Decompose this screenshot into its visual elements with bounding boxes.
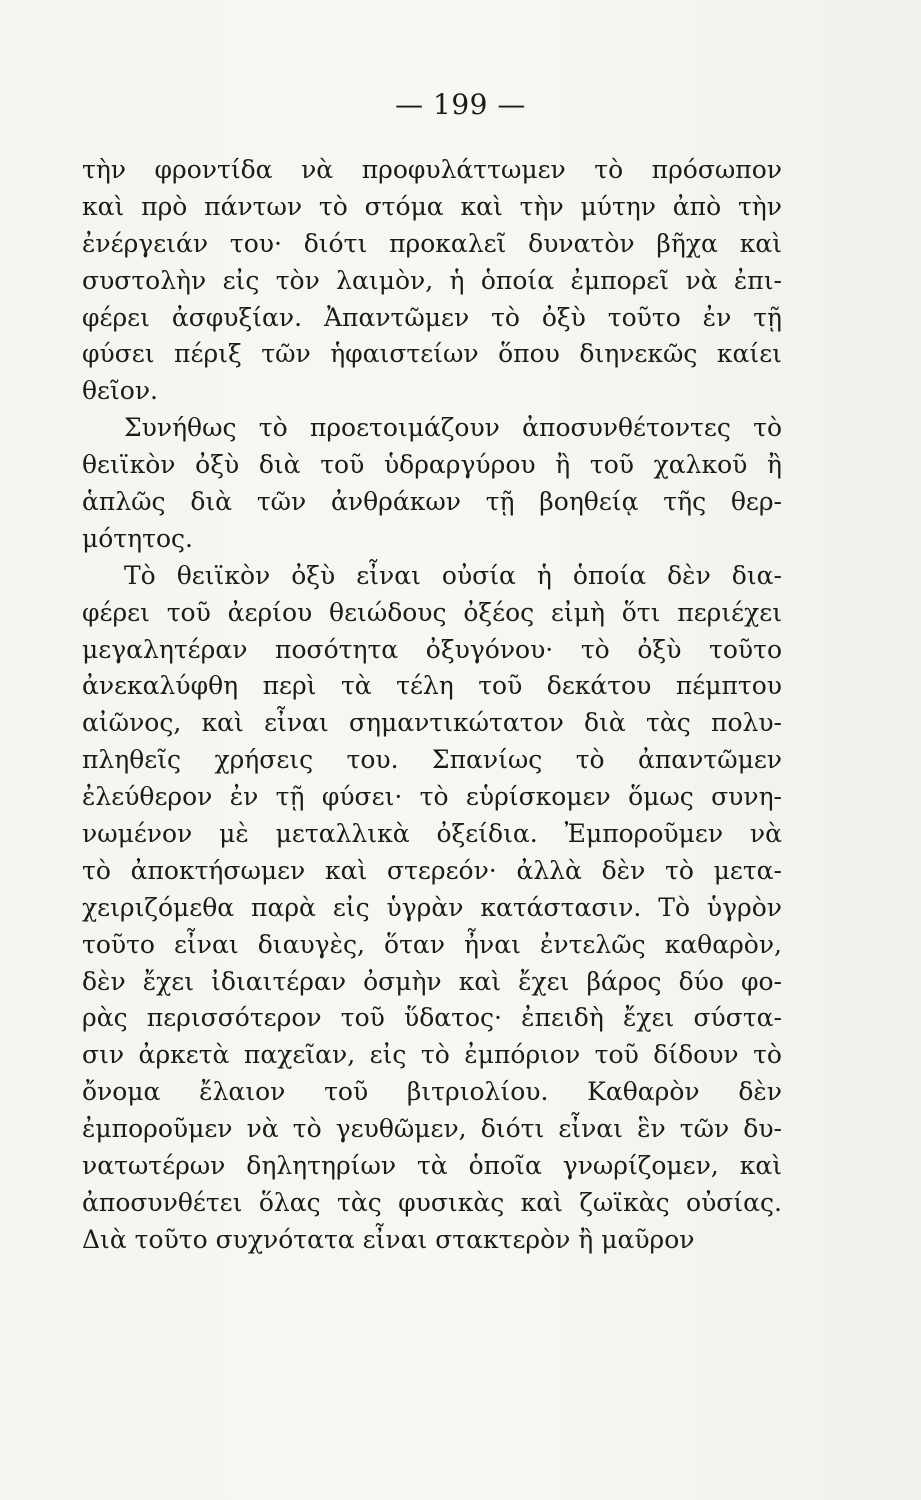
text-line: πληθεῖς χρήσεις του. Σπανίως τὸ ἀπαντῶμεν [82,745,782,775]
text-line: Τὸ θειϊκὸν ὀξὺ εἶναι οὐσία ἡ ὁποία δὲν δια- [124,560,782,590]
body-text [82,152,782,1259]
text-line: φέρει ἀσφυξίαν. Ἀπαντῶμεν τὸ ὀξὺ τοῦτο ἐν τῇ [82,302,782,332]
text-line: ἁπλῶς διὰ τῶν ἀνθράκων τῇ βοηθείᾳ τῆς θερ- [82,487,782,517]
text-line: Διὰ τοῦτο συχνότατα εἶναι στακτερὸν ἢ μαῦρον [82,1224,695,1254]
text-line: τὴν φροντίδα νὰ προφυλάττωμεν τὸ πρόσωπον [82,155,782,184]
text-line: ἐλεύθερον ἐν τῇ φύσει· τὸ εὑρίσκομεν ὅμως συνη- [82,782,782,812]
text-line: ὄνομα ἔλαιον τοῦ βιτριολίου. Καθαρὸν δὲν [82,1077,782,1107]
text-line: ἐνέργειάν του· διότι προκαλεῖ δυνατὸν βῆχα καὶ [82,228,782,258]
text-line: ρὰς περισσότερον τοῦ ὕδατος· ἐπειδὴ ἔχει σύστα- [82,1003,782,1033]
text-line: δὲν ἔχει ἰδιαιτέραν ὀσμὴν καὶ ἔχει βάρος δύο φο- [82,966,782,996]
text-line: νατωτέρων δηλητηρίων τὰ ὁποῖα γνωρίζομεν, καὶ [82,1151,782,1181]
text-line: θεῖον. [82,376,159,406]
text-line: φύσει πέριξ τῶν ἡφαιστείων ὅπου διηνεκῶς καίει [82,339,782,369]
text-line: καὶ πρὸ πάντων τὸ στόμα καὶ τὴν μύτην ἀπὸ τὴν [82,191,782,221]
text-line: Συνήθως τὸ προετοιμάζουν ἀποσυνθέτοντες τὸ [124,413,782,443]
text-line: αἰῶνος, καὶ εἶναι σημαντικώτατον διὰ τὰς πολυ- [82,708,782,738]
text-line: ἀνεκαλύφθη περὶ τὰ τέλη τοῦ δεκάτου πέμπτου [82,671,782,701]
text-line: νωμένον μὲ μεταλλικὰ ὀξείδια. Ἐμποροῦμεν νὰ [82,819,782,849]
text-line: συστολὴν εἰς τὸν λαιμὸν, ἡ ὁποία ἐμπορεῖ νὰ ἐπι- [82,265,782,295]
text-line: χειριζόμεθα παρὰ εἰς ὑγρὰν κατάστασιν. Τὸ ὑγρὸν [82,892,782,922]
page-number: — 199 — [395,88,526,121]
text-line: φέρει τοῦ ἀερίου θειώδους ὀξέος εἰμὴ ὅτι περιέχει [82,597,782,627]
text-line: σιν ἀρκετὰ παχεῖαν, εἰς τὸ ἐμπόριον τοῦ δίδουν τὸ [82,1040,782,1070]
text-line: ἐμποροῦμεν νὰ τὸ γευθῶμεν, διότι εἶναι ἓν τῶν δυ- [82,1114,782,1144]
text-line: μεγαλητέραν ποσότητα ὀξυγόνου· τὸ ὀξὺ τοῦτο [82,634,782,664]
text-line: τὸ ἀποκτήσωμεν καὶ στερεόν· ἀλλὰ δὲν τὸ μετα- [82,855,782,885]
text-line: τοῦτο εἶναι διαυγὲς, ὅταν ἦναι ἐντελῶς καθαρὸν, [82,929,782,959]
text-line: μότητος. [82,523,193,553]
text-line: ἀποσυνθέτει ὅλας τὰς φυσικὰς καὶ ζωϊκὰς οὐσίας. [82,1187,782,1217]
text-line: θειϊκὸν ὀξὺ διὰ τοῦ ὑδραργύρου ἢ τοῦ χαλκοῦ ἢ [82,450,782,480]
